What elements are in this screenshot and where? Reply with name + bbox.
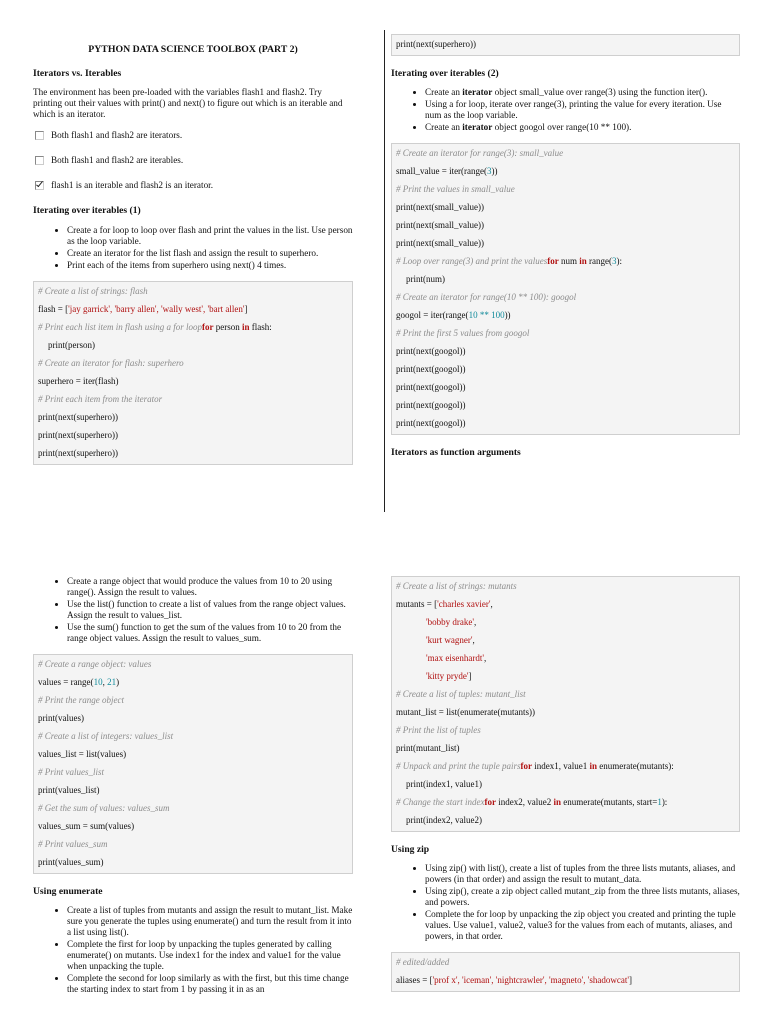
list-item: • Create an iterator object googol over range(10 ** 100). [425, 122, 740, 133]
list-item: • Use the sum() function to get the sum of the values from 10 to 20 from the range object values. Assign the result to values_sum. [67, 622, 353, 644]
list-item: • Create a list of tuples from mutants and assign the result to mutant_list. Make sure you generate the tuples using enumerate() and turn the result from it into a list using list(). [67, 905, 353, 938]
code-line: print(next(small_value)) [396, 202, 484, 213]
left-column-top [33, 44, 353, 477]
list-item: • Print each of the items from superhero using next() 4 times. [67, 260, 353, 271]
option-label: Both flash1 and flash2 are iterables. [51, 155, 184, 166]
code-line: print(values) [38, 713, 84, 724]
code-line: values = range(10, 21) [38, 677, 120, 688]
code-comment: # Create an iterator for flash: superhero [38, 358, 184, 369]
code-block-values [33, 654, 353, 874]
code-line: print(next(superhero)) [38, 430, 118, 441]
code-line: superhero = iter(flash) [38, 376, 119, 387]
checkbox-icon[interactable] [35, 156, 44, 165]
list-item: • Using zip(), create a zip object called mutant_zip from the three lists mutants, aliases, and powers. [425, 886, 740, 908]
list-item: • Complete the first for loop by unpacking the tuples generated by calling enumerate() on mutants. Use index1 for the index and value1 for the value when unpacking the tuple. [67, 939, 353, 972]
list-item: • Using a for loop, iterate over range(3), printing the value for every iteration. Use num as the loop variable. [425, 99, 740, 121]
code-line: print(next(small_value)) [396, 220, 484, 231]
code-comment: # Create a list of integers: values_list [38, 731, 174, 742]
iter-vs-iterables-body: The environment has been pre-loaded with the variables flash1 and flash2. Try printing out their values with print() and next() to figure out which is an iterable and which is an iterator. [33, 87, 343, 120]
code-comment: # Print the values in small_value [396, 184, 515, 195]
option-label: Both flash1 and flash2 are iterators. [51, 130, 183, 141]
code-line: small_value = iter(range(3)) [396, 166, 498, 177]
code-line: # Change the start indexfor index2, value2 in enumerate(mutants, start=1): [396, 797, 668, 807]
zip-instructions [391, 863, 740, 942]
code-comment: # Create an iterator for range(10 ** 100): googol [396, 292, 577, 303]
using-zip-heading: Using zip [391, 843, 430, 855]
list-item: • Create an iterator object small_value over range(3) using the function iter(). [425, 87, 740, 98]
list-item: • Use the list() function to create a list of values from the range object values. Assign the result to values_list. [67, 599, 353, 621]
code-line: print(next(superhero)) [396, 39, 476, 49]
code-comment: # Print the list of tuples [396, 725, 481, 735]
code-line: googol = iter(range(10 ** 100)) [396, 310, 511, 321]
code-line: values_sum = sum(values) [38, 821, 135, 832]
code-line: aliases = ['prof x', 'iceman', 'nightcrawler', 'magneto', 'shadowcat'] [396, 975, 632, 986]
code-comment: # Print the first 5 values from googol [396, 328, 530, 339]
code-line: mutant_list = list(enumerate(mutants)) [396, 707, 536, 717]
list-item: • Complete the for loop by unpacking the zip object you created and printing the tuple values. Use value1, value2, value3 for the values from each of mutants, aliases, and powers, in that order. [425, 909, 740, 942]
checked-checkbox-icon[interactable] [35, 181, 44, 190]
right-column-top [391, 34, 740, 466]
code-comment: # Create a list of tuples: mutant_list [396, 689, 526, 699]
code-line: # Print each list item in flash using a for loopfor person in flash: [38, 322, 272, 333]
list-item: • Create an iterator for the list flash and assign the result to superhero. [67, 248, 353, 259]
code-line: print(next(small_value)) [396, 238, 484, 249]
checkbox-icon[interactable] [35, 131, 44, 140]
code-line: 'max eisenhardt', [426, 653, 487, 663]
code-block-mutants [391, 576, 740, 832]
option-flash1-iterable[interactable] [35, 180, 353, 191]
code-block-flash [33, 281, 353, 465]
code-comment: # Print each item from the iterator [38, 394, 163, 405]
list-item: • Create a range object that would produce the values from 10 to 20 using range(). Assign the result to values. [67, 576, 353, 598]
code-line: print(next(googol)) [396, 400, 466, 411]
column-divider-top [384, 30, 385, 512]
code-comment: # Print the range object [38, 695, 124, 706]
code-comment: # Print values_list [38, 767, 104, 778]
list-item: • Complete the second for loop similarly as with the first, but this time change the starting index to start from 1 by passing it in as an [67, 973, 353, 995]
code-line: print(mutant_list) [396, 743, 460, 753]
code-comment: # edited/added [396, 957, 450, 968]
code-line: # Loop over range(3) and print the valuesfor num in range(3): [396, 256, 622, 267]
list-item: • Create a for loop to loop over flash and print the values in the list. Use person as the loop variable. [67, 225, 353, 247]
code-line: # Unpack and print the tuple pairsfor index1, value1 in enumerate(mutants): [396, 761, 674, 771]
iter-vs-iterables-heading: Iterators vs. Iterables [33, 67, 122, 79]
range-instructions [33, 576, 353, 644]
code-block-aliases [391, 952, 740, 992]
iterating-1-heading: Iterating over iterables (1) [33, 205, 141, 217]
iterators-function-args-heading: Iterators as function arguments [391, 446, 521, 458]
code-line: values_list = list(values) [38, 749, 127, 760]
code-line: print(values_list) [38, 785, 100, 796]
enumerate-instructions [33, 905, 353, 995]
code-line: print(values_sum) [38, 857, 104, 868]
document-title: PYTHON DATA SCIENCE TOOLBOX (PART 2) [88, 44, 298, 55]
list-item: • Using zip() with list(), create a list of tuples from the three lists mutants, aliases, and powers (in that order) and assign the result to mutant_data. [425, 863, 740, 885]
code-line: print(next(googol)) [396, 346, 466, 357]
code-comment: # Create a list of strings: flash [38, 286, 148, 297]
code-line: print(next(googol)) [396, 418, 466, 429]
code-block-googol [391, 143, 740, 435]
code-line: flash = ['jay garrick', 'barry allen', 'wally west', 'bart allen'] [38, 304, 248, 315]
code-line: print(person) [48, 340, 95, 351]
code-line: 'bobby drake', [426, 617, 477, 627]
code-comment: # Create a list of strings: mutants [396, 581, 517, 591]
code-line: print(next(superhero)) [38, 412, 118, 423]
code-line: print(index1, value1) [406, 779, 482, 789]
option-both-iterators[interactable] [35, 130, 353, 141]
code-line: 'kurt wagner', [426, 635, 475, 645]
code-line: print(index2, value2) [406, 815, 482, 825]
code-line: print(next(googol)) [396, 382, 466, 393]
option-both-iterables[interactable] [35, 155, 353, 166]
option-label: flash1 is an iterable and flash2 is an iterator. [51, 180, 214, 191]
iterating-2-heading: Iterating over iterables (2) [391, 67, 499, 79]
code-line: print(num) [406, 274, 445, 285]
code-block-continued [391, 34, 740, 56]
iterating-2-instructions [391, 87, 740, 133]
code-line: mutants = ['charles xavier', [396, 599, 493, 609]
right-column-bottom [391, 576, 740, 1004]
code-comment: # Create a range object: values [38, 659, 152, 670]
using-enumerate-heading: Using enumerate [33, 885, 103, 897]
code-comment: # Create an iterator for range(3): small_value [396, 148, 564, 159]
code-line: print(next(superhero)) [38, 448, 118, 459]
left-column-bottom [33, 576, 353, 1005]
iterating-1-instructions [33, 225, 353, 271]
code-line: print(next(googol)) [396, 364, 466, 375]
code-comment: # Get the sum of values: values_sum [38, 803, 170, 814]
code-line: 'kitty pryde'] [426, 671, 472, 681]
code-comment: # Print values_sum [38, 839, 108, 850]
